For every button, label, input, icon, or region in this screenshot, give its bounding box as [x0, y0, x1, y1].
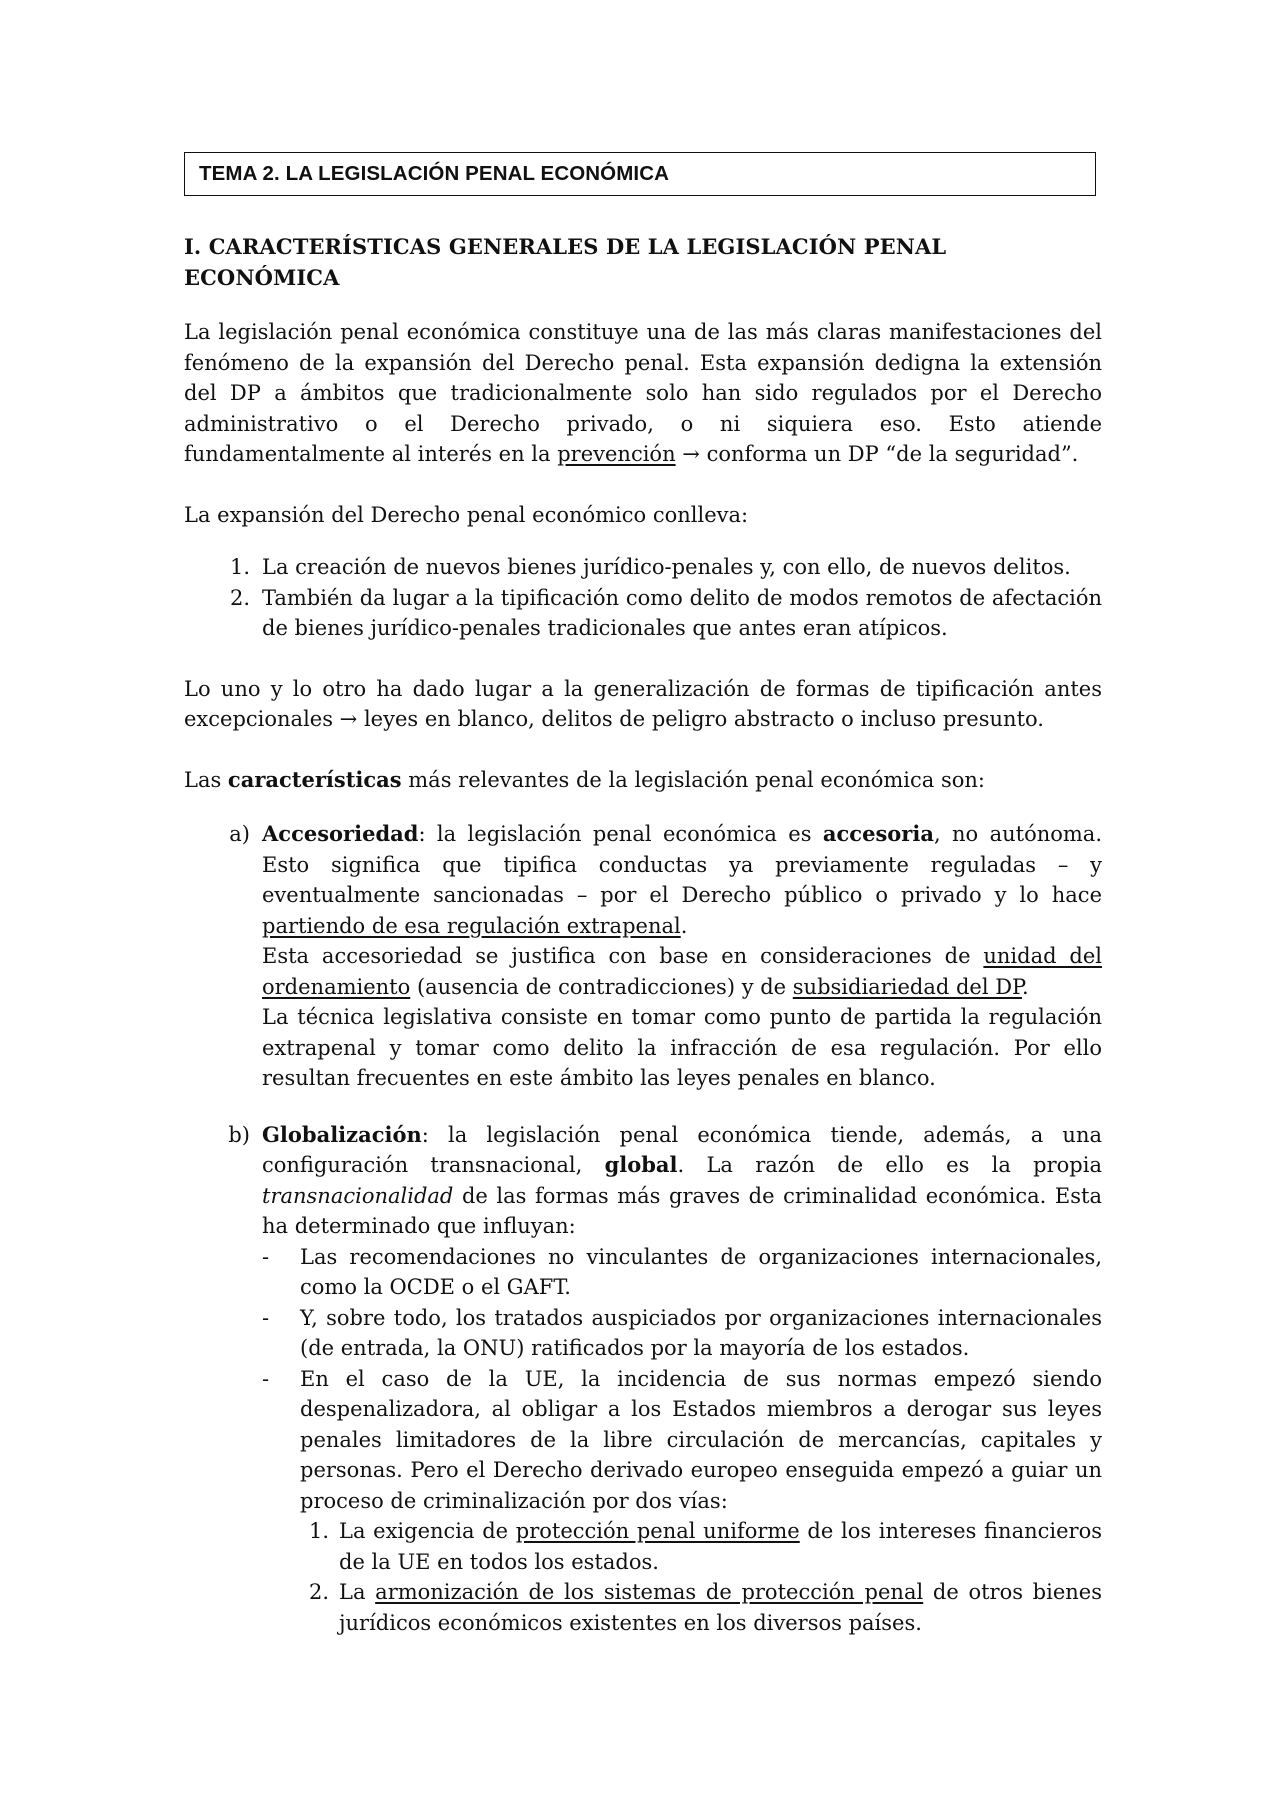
section-heading: I. CARACTERÍSTICAS GENERALES DE LA LEGISLACIÓN PENAL ECONÓMICA — [184, 234, 947, 290]
underlined-prevencion: prevención — [557, 442, 676, 466]
list-item: 1. La exigencia de protección penal uniforme de los intereses financieros de la UE en todos los estados. — [308, 1519, 1102, 1574]
item-globalizacion: b) Globalización: la legislación penal económica tiende, además, a una configuración transnacional, global. La razón de ello es la propia transnacionalidad de las formas más graves de criminalidad económica. Esta ha determinado que influyan: - Las recomendaciones no vinculantes de organizaciones internacionales, como la OCDE o el GAFT. - Y, sobre todo, los tratados auspiciados por organizaciones internacionales (de entrada, la ONU) ratificados por la mayoría de los estados. - En el caso de la UE, la incidencia de sus normas empezó siendo despenalizadora, al obligar a los Estados miembros a derogar sus leyes penales limitadores de la libre circulación de mercancías, capitales y personas. Pero el Derecho derivado europeo enseguida empezó a guiar un proceso de criminalización por dos vías: 1. La exigencia de protección penal uniforme de los intereses financieros de la UE en todos los estados. 2. La armonización de los sistemas de protección penal de otros bienes jurídicos económicos existentes en los diversos países. — [184, 1120, 1102, 1639]
dash-item: - En el caso de la UE, la incidencia de sus normas empezó siendo despenalizadora, al obligar a los Estados miembros a derogar sus leyes penales limitadores de la libre circulación de mercancías, capitales y personas. Pero el Derecho derivado europeo enseguida empezó a guiar un proceso de criminalización por dos vías: 1. La exigencia de protección penal uniforme de los intereses financieros de la UE en todos los estados. 2. La armonización de los sistemas de protección penal de otros bienes jurídicos económicos existentes en los diversos países. — [262, 1364, 1102, 1639]
document-content — [184, 152, 1102, 1638]
arrow-icon: → — [339, 707, 358, 731]
term-accesoriedad: Accesoriedad — [262, 821, 419, 846]
list-item: 2. También da lugar a la tipificación como delito de modos remotos de afectación de bienes jurídico-penales tradicionales que antes eran atípicos. — [229, 585, 1102, 640]
criminalizacion-list — [300, 1516, 1102, 1638]
paragraph-generalizacion: Lo uno y lo otro ha dado lugar a la generalización de formas de tipificación antes excepcionales → leyes en blanco, delitos de peligro abstracto o incluso presunto. — [184, 676, 1102, 731]
dash-item: - Las recomendaciones no vinculantes de organizaciones internacionales, como la OCDE o el GAFT. — [262, 1244, 1102, 1299]
term-globalizacion: Globalización — [262, 1121, 422, 1147]
topic-title-box — [184, 152, 1096, 196]
arrow-icon: → — [682, 442, 700, 466]
dash-item: - Y, sobre todo, los tratados auspiciados por organizaciones internacionales (de entrada, la ONU) ratificados por la mayoría de los estados. — [262, 1305, 1102, 1360]
paragraph-conlleva: La expansión del Derecho penal económico conlleva: — [184, 502, 749, 527]
topic-title: TEMA 2. LA LEGISLACIÓN PENAL ECONÓMICA — [199, 162, 670, 185]
item-accesoriedad: a) Accesoriedad: la legislación penal económica es accesoria, no autónoma. Esto significa que tipifica conductas ya previamente reguladas – y eventualmente sancionadas – por el Derecho público o privado y lo hace partiendo de esa regulación extrapenal. Esta accesoriedad se justifica con base en consideraciones de unidad del ordenamiento (ausencia de contradicciones) y de subsidiariedad del DP. La técnica legislativa consiste en tomar como punto de partida la regulación extrapenal y tomar como delito la infracción de esa regulación. Por ello resultan frecuentes en este ámbito las leyes penales en blanco. — [229, 821, 1102, 1090]
expansion-list — [184, 552, 1102, 644]
paragraph-expansion: La legislación penal económica constituye una de las más claras manifestaciones del fenómeno de la expansión del Derecho penal. Esta expansión dedigna la extensión del DP a ámbitos que tradicionalmente solo han sido regulados por el Derecho administrativo o el Derecho privado, o ni siquiera eso. Esto atiende fundamentalmente al interés en la prevención → conforma un DP “de la seguridad”. — [184, 320, 1102, 466]
list-item: 1. La creación de nuevos bienes jurídico-penales y, con ello, de nuevos delitos. — [229, 555, 1071, 579]
paragraph-caracteristicas: Las características más relevantes de la legislación penal económica son: — [184, 766, 985, 792]
list-item: 2. La armonización de los sistemas de protección penal de otros bienes jurídicos económicos existentes en los diversos países. — [308, 1580, 1102, 1635]
